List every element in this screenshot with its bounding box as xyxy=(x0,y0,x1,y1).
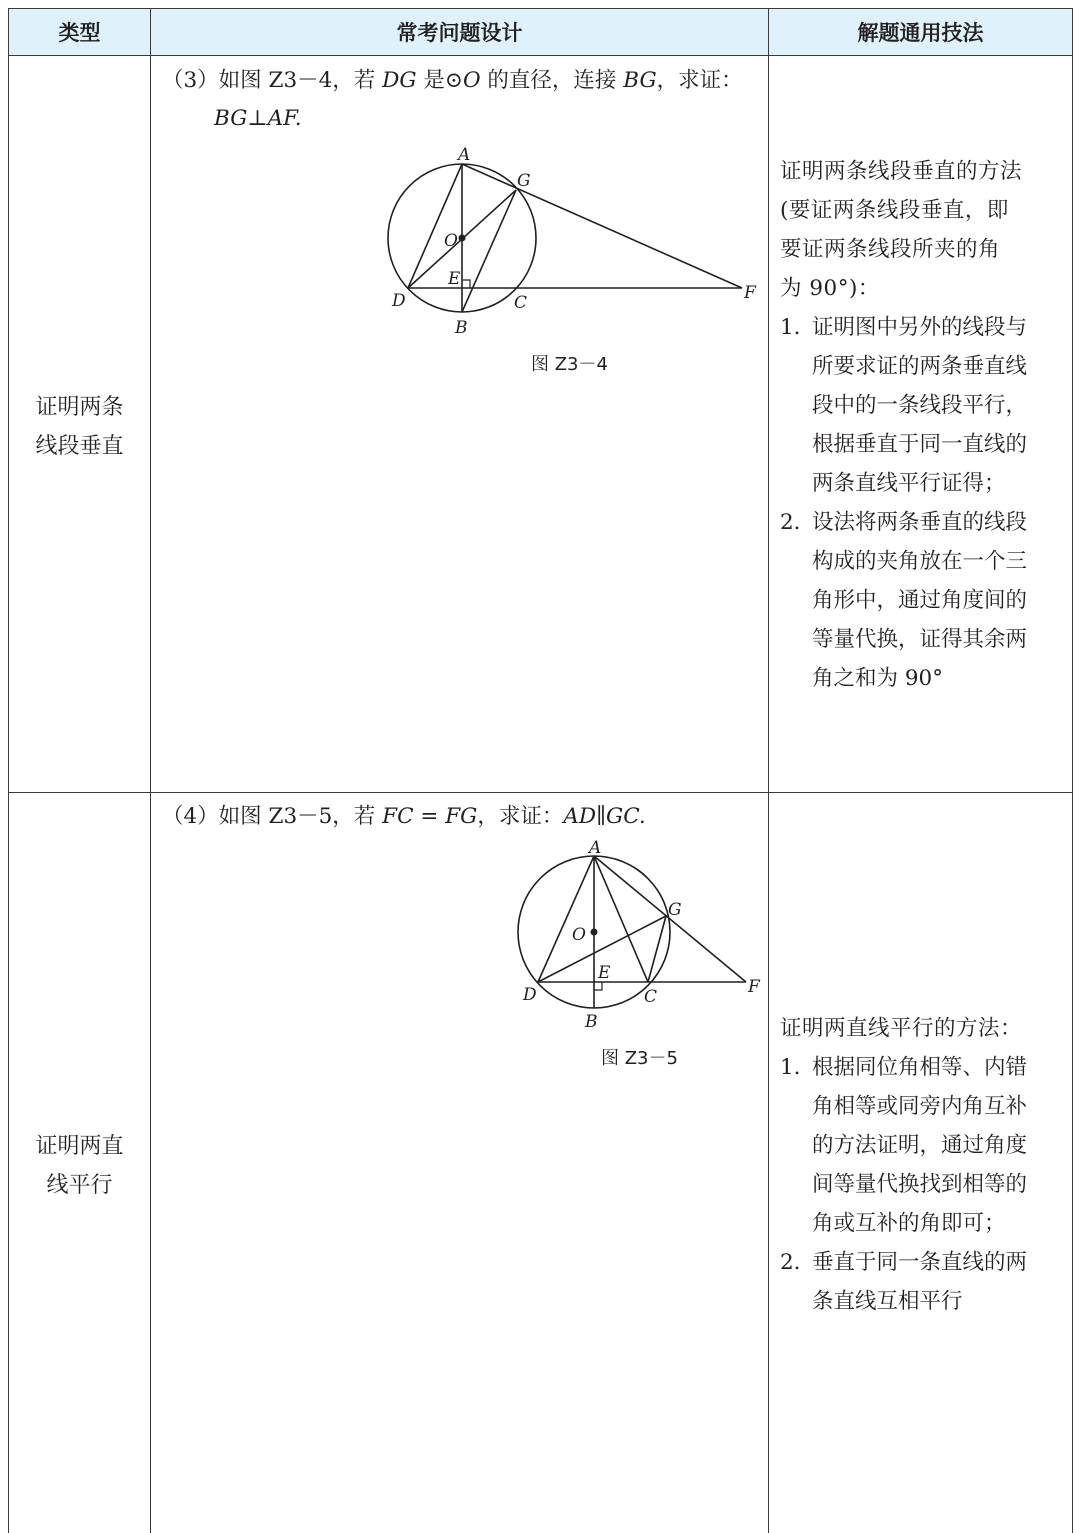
segment-af xyxy=(462,164,742,288)
row1-question xyxy=(162,62,743,138)
row1-tech-item-2-line: 等量代换，证得其余两 xyxy=(812,627,1028,652)
label-f: F xyxy=(748,977,760,997)
row2-figure-caption: 图 Z3－5 xyxy=(601,1048,678,1069)
label-g: G xyxy=(517,171,531,191)
segment-bg xyxy=(462,190,516,312)
row2-technique xyxy=(780,1009,1060,1321)
header-technique: 解题通用技法 xyxy=(857,21,984,45)
row1-tech-item-1-line: 段中的一条线段平行， xyxy=(812,393,1028,418)
row1-tech-intro-2: (要证两条线段垂直，即 xyxy=(780,198,1009,223)
row1-tech-item-1-line: 所要求证的两条垂直线 xyxy=(812,354,1028,379)
segment-gc xyxy=(648,916,666,982)
row1-type xyxy=(9,388,150,466)
row1-tech-item-2-line: 角形中，通过角度间的 xyxy=(812,588,1028,613)
row1-question-line2: BG⊥AF. xyxy=(214,106,302,131)
row1-tech-intro-4: 为 90°)： xyxy=(780,276,880,301)
table-border-right xyxy=(1072,8,1073,1533)
table-border-left xyxy=(8,8,9,1533)
row1-question-line1: （3）如图 Z3－4，若 DG 是⊙O 的直径，连接 BG，求证： xyxy=(162,68,743,93)
figure-z3-5 xyxy=(500,832,770,1037)
row1-tech-item-2-line: 构成的夹角放在一个三 xyxy=(812,549,1028,574)
label-b: B xyxy=(455,318,468,338)
figure-z3-4 xyxy=(370,140,770,345)
center-point-o xyxy=(459,235,466,242)
row1-tech-intro-3: 要证两条线段所夹的角 xyxy=(780,237,1001,262)
row1-tech-item-1-line: 证明图中另外的线段与 xyxy=(812,315,1028,340)
label-f: F xyxy=(744,283,756,303)
row1-tech-item-1-line: 根据垂直于同一直线的 xyxy=(812,432,1028,457)
label-a: A xyxy=(458,145,471,165)
row1-tech-item-2-line: 角之和为 90° xyxy=(812,666,943,691)
row1-figure-caption: 图 Z3－4 xyxy=(531,354,608,375)
label-e: E xyxy=(448,269,461,289)
row1-tech-item-1-num: 1. xyxy=(780,315,801,340)
header-question-design: 常考问题设计 xyxy=(396,21,523,45)
row2-tech-item-1-line: 根据同位角相等、内错 xyxy=(812,1055,1028,1080)
row2-tech-item-2-line: 垂直于同一条直线的两 xyxy=(812,1250,1028,1275)
center-point-o xyxy=(591,929,598,936)
row2-tech-item-1 xyxy=(780,1048,1060,1243)
row2-tech-intro-1: 证明两直线平行的方法： xyxy=(780,1016,1023,1041)
row2-tech-item-1-line: 间等量代换找到相等的 xyxy=(812,1172,1028,1197)
row2-tech-item-2 xyxy=(780,1243,1060,1321)
row1-tech-item-2 xyxy=(780,503,1060,698)
row2-tech-item-1-num: 1. xyxy=(780,1055,801,1080)
header-type: 类型 xyxy=(58,21,101,45)
label-b: B xyxy=(585,1012,598,1032)
label-c: C xyxy=(514,293,528,313)
right-angle-mark xyxy=(594,982,602,990)
row1-tech-intro-1: 证明两条线段垂直的方法 xyxy=(780,159,1023,184)
row2-type xyxy=(9,1127,150,1205)
row1-tech-item-2-num: 2. xyxy=(780,510,801,535)
row2-tech-item-1-line: 角相等或同旁内角互补 xyxy=(812,1094,1028,1119)
row2-tech-item-2-num: 2. xyxy=(780,1250,801,1275)
label-d: D xyxy=(523,985,537,1005)
row1-tech-item-1-line: 两条直线平行证得； xyxy=(812,471,1006,496)
row2-tech-item-1-line: 角或互补的角即可； xyxy=(812,1211,1006,1236)
segment-ad xyxy=(538,856,594,982)
row2-tech-item-2-line: 条直线互相平行 xyxy=(812,1289,963,1314)
row2-question-line1: （4）如图 Z3－5，若 FC = FG，求证：AD∥GC. xyxy=(162,804,646,829)
row1-type-line2: 线段垂直 xyxy=(35,434,124,459)
row1-tech-item-1 xyxy=(780,308,1060,503)
row1-type-line1: 证明两条 xyxy=(35,395,124,420)
label-d: D xyxy=(392,291,406,311)
label-o: O xyxy=(444,231,458,251)
label-o: O xyxy=(572,925,586,945)
label-g: G xyxy=(668,900,682,920)
row1-tech-item-2-line: 设法将两条垂直的线段 xyxy=(812,510,1028,535)
column-divider-1 xyxy=(150,8,151,1533)
label-a: A xyxy=(589,838,602,858)
label-e: E xyxy=(598,963,611,983)
row2-type-line2: 线平行 xyxy=(46,1173,113,1198)
row2-tech-item-1-line: 的方法证明，通过角度 xyxy=(812,1133,1028,1158)
right-angle-mark xyxy=(462,280,470,288)
label-c: C xyxy=(644,987,658,1007)
row2-type-line1: 证明两直 xyxy=(35,1134,124,1159)
row1-technique xyxy=(780,152,1060,698)
row-divider xyxy=(8,792,1072,793)
row2-question xyxy=(162,798,646,836)
header-divider xyxy=(8,55,1072,56)
